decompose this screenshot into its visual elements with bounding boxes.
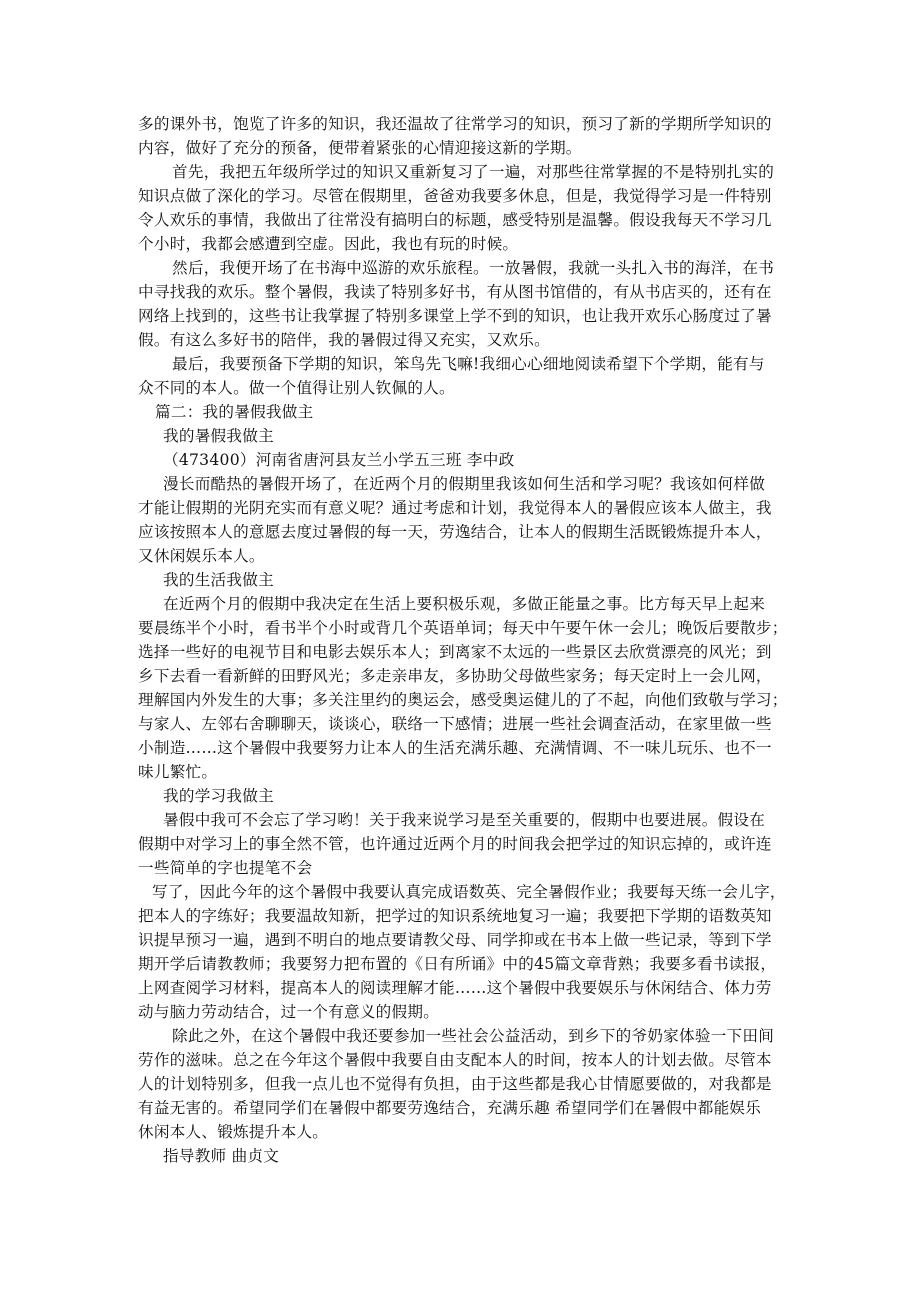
- text-line: 中寻找我的欢乐。整个暑假，我读了特别多好书，有从图书馆借的，有从书店买的，还有在: [138, 283, 772, 301]
- text-line: 与家人、左邻右舍聊聊天，谈谈心，联络一下感情；进展一些社会调查活动，在家里做一些: [138, 715, 772, 733]
- signature-line: 指导教师 曲贞文: [163, 1147, 280, 1165]
- text-line: 识提早预习一遍，遇到不明白的地点要请教父母、同学抑或在书本上做一些记录，等到下学: [138, 931, 772, 949]
- text-line: 应该按照本人的意愿去度过暑假的每一天，劳逸结合，让本人的假期生活既锻炼提升本人，: [138, 523, 772, 541]
- text-line: 知识点做了深化的学习。尽管在假期里，爸爸劝我要多休息，但是，我觉得学习是一件特别: [138, 187, 772, 205]
- text-line: 又休闲娱乐本人。: [138, 547, 265, 565]
- text-line: 选择一些好的电视节目和电影去娱乐本人；到离家不太远的一些景区去欣赏漂亮的风光；到: [138, 643, 772, 661]
- text-line: 写了，因此今年的这个暑假中我要认真完成语数英、完全暑假作业；我要每天练一会儿字，: [152, 883, 786, 901]
- text-line: 最后，我要预备下学期的知识，笨鸟先飞嘛!我细心心细地阅读希望下个学期，能有与: [172, 355, 765, 373]
- text-line: 把本人的字练好；我要温故知新，把学过的知识系统地复习一遍；我要把下学期的语数英知: [138, 907, 772, 925]
- text-line: 然后，我便开场了在书海中巡游的欢乐旅程。一放暑假，我就一头扎入书的海洋，在书: [172, 259, 775, 277]
- text-line: 休闲本人、锻炼提升本人。: [138, 1123, 329, 1141]
- text-line: 令人欢乐的事情，我做出了往常没有搞明白的标题，感受特别是温馨。假设我每天不学习几: [138, 211, 772, 229]
- text-line: 内容，做好了充分的预备，便带着紧张的心情迎接这新的学期。: [138, 139, 582, 157]
- text-line: 要晨练半个小时，看书半个小时或背几个英语单词；每天中午要午休一会儿；晚饭后要散步；: [138, 619, 788, 637]
- text-line: 小制造……这个暑假中我要努力让本人的生活充满乐趣、充满情调、不一味儿玩乐、也不一: [138, 739, 772, 757]
- text-line: 多的课外书，饱览了许多的知识，我还温故了往常学习的知识，预习了新的学期所学知识的: [138, 115, 772, 133]
- text-line: 网络上找到的，这些书让我掌握了特别多课堂上学不到的知识，也让我开欢乐心肠度过了暑: [138, 307, 772, 325]
- article-title: 我的暑假我做主: [163, 427, 274, 445]
- text-line: 在近两个月的假期中我决定在生活上要积极乐观，多做正能量之事。比方每天早上起来: [163, 595, 766, 613]
- text-line: 一些简单的字也提笔不会: [138, 859, 313, 877]
- text-line: 人的计划特别多，但我一点儿也不觉得有负担，由于这些都是我心甘情愿要做的，对我都是: [138, 1075, 772, 1093]
- text-line: 个小时，我都会感遭到空虚。因此，我也有玩的时候。: [138, 235, 519, 253]
- text-line: 除此之外，在这个暑假中我还要参加一些社会公益活动，到乡下的爷奶家体验一下田间: [172, 1027, 775, 1045]
- text-line: 暑假中我可不会忘了学习哟！关于我来说学习是至关重要的，假期中也要进展。假设在: [163, 811, 766, 829]
- text-line: 假。有这么多好书的陪伴，我的暑假过得又充实，又欢乐。: [138, 331, 550, 349]
- text-line: 假期中对学习上的事全然不管，也许通过近两个月的时间我会把学过的知识忘掉的，或许连: [138, 835, 772, 853]
- text-line: 劳作的滋味。总之在今年这个暑假中我要自由支配本人的时间，按本人的计划去做。尽管本: [138, 1051, 772, 1069]
- text-line: 有益无害的。希望同学们在暑假中都要劳逸结合，充满乐趣 希望同学们在暑假中都能娱乐: [138, 1099, 762, 1117]
- subheading: 我的学习我做主: [163, 787, 274, 805]
- text-line: 才能让假期的光阴充实而有意义呢？通过考虑和计划，我觉得本人的暑假应该本人做主，我: [138, 499, 772, 517]
- text-line: 首先，我把五年级所学过的知识又重新复习了一遍，对那些往常掌握的不是特别扎实的: [172, 163, 775, 181]
- text-line: 动与脑力劳动结合，过一个有意义的假期。: [138, 1003, 440, 1021]
- text-line: 期开学后请教教师；我要努力把布置的《日有所诵》中的45篇文章背熟；我要多看书读报，: [138, 955, 777, 973]
- text-line: 理解国内外发生的大事；多关注里约的奥运会，感受奥运健儿的了不起，向他们致敬与学习；: [138, 691, 788, 709]
- section-heading: 篇二：我的暑假我做主: [155, 403, 314, 421]
- text-line: 众不同的本人。做一个值得让别人钦佩的人。: [138, 379, 455, 397]
- author-line: （473400）河南省唐河县友兰小学五三班 李中政: [163, 451, 515, 469]
- text-line: 乡下去看一看新鲜的田野风光；多走亲串友，多协助父母做些家务；每天定时上一会儿网，: [138, 667, 772, 685]
- text-line: 味儿繁忙。: [138, 763, 218, 781]
- text-line: 漫长而酷热的暑假开场了，在近两个月的假期里我该如何生活和学习呢？我该如何样做: [163, 475, 766, 493]
- text-line: 上网查阅学习材料，提高本人的阅读理解才能……这个暑假中我要娱乐与休闲结合、体力劳: [138, 979, 772, 997]
- subheading: 我的生活我做主: [163, 571, 274, 589]
